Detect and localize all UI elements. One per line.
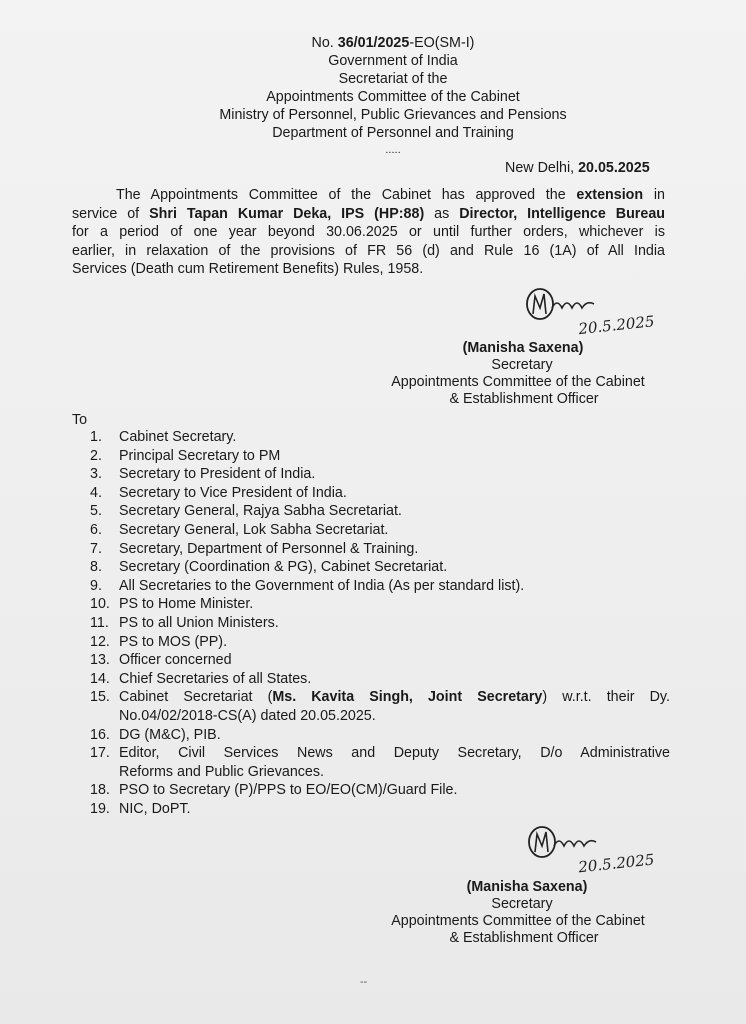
para-line-2: service of Shri Tapan Kumar Deka, IPS (HP:88) as Director, Intelligence Bureau [72,205,666,222]
signatory-block-1 [372,340,664,408]
footer-mark: -- [360,976,368,988]
list-item: 15. Cabinet Secretariat (Ms. Kavita Singh, Joint Secretary) w.r.t. their Dy. No.04/02/2018-CS(A) dated 20.05.2025. [90,689,670,724]
list-item: 13. Officer concerned [90,652,232,669]
para-line-3: for a period of one year beyond 30.06.2025 or until further orders, whichever is [72,224,665,241]
list-item: 4. Secretary to Vice President of India. [90,484,347,501]
list-item-17-line-1: Editor, Civil Services News and Deputy Secretary, D/o Administrative [119,745,670,762]
order-paragraph [72,186,665,279]
list-item: 11. PS to all Union Ministers. [90,614,279,631]
list-item: 8. Secretary (Coordination & PG), Cabinet Secretariat. [90,559,448,576]
signatory-title: Secretary [491,357,553,373]
list-item: 12. PS to MOS (PP). [90,633,228,650]
signatory-block-2 [372,879,664,947]
place-date: New Delhi, 20.05.2025 [505,160,650,176]
list-item: 18. PSO to Secretary (P)/PPS to EO/EO(CM)/Guard File. [90,782,458,799]
department-line: Department of Personnel and Training [272,125,514,141]
list-item: 14. Chief Secretaries of all States. [90,670,312,687]
signature-1-date: 20.5.2025 [577,312,656,338]
ministry-line: Ministry of Personnel, Public Grievances and Pensions [219,107,567,123]
para-line-4: earlier, in relaxation of the provisions of FR 56 (d) and Rule 16 (1A) of All India [72,242,665,259]
signatory-office: Appointments Committee of the Cabinet [391,374,645,390]
list-item-15-line-2: No.04/02/2018-CS(A) dated 20.05.2025. [119,707,376,724]
govt-line: Government of India [328,53,458,69]
list-item: 16. DG (M&C), PIB. [90,726,221,743]
secretariat-line: Secretariat of the [338,71,448,87]
list-item: 9. All Secretaries to the Government of India (As per standard list). [90,577,525,594]
recipients-list [90,428,670,818]
list-item: 3. Secretary to President of India. [90,466,316,483]
list-item: 5. Secretary General, Rajya Sabha Secretariat. [90,503,402,520]
signatory-title-2: Secretary [491,896,553,912]
to-label: To [72,412,88,428]
list-item: 17. Editor, Civil Services News and Deputy Secretary, D/o Administrative Reforms and Public Grievances. [90,745,670,780]
list-item-15-line-1: Cabinet Secretariat (Ms. Kavita Singh, Joint Secretary) w.r.t. their Dy. [119,689,670,706]
file-number: No. 36/01/2025-EO(SM-I) [311,35,475,51]
list-item: 7. Secretary, Department of Personnel & Training. [90,540,419,557]
signature-2 [520,818,700,876]
signatory-name-2: (Manisha Saxena) [466,879,588,895]
signatory-office-2: & Establishment Officer [449,391,599,407]
committee-line: Appointments Committee of the Cabinet [266,89,520,105]
list-item: 10. PS to Home Minister. [90,596,254,613]
signature-2-date: 20.5.2025 [577,850,656,876]
list-item-17-line-2: Reforms and Public Grievances. [119,763,325,780]
list-item: 2. Principal Secretary to PM [90,447,281,464]
signature-1 [518,278,698,338]
para-line-5: Services (Death cum Retirement Benefits) Rules, 1958. [72,261,424,278]
list-item: 1. Cabinet Secretary. [90,429,237,445]
para-line-1: The Appointments Committee of the Cabinet has approved the extension in [116,187,665,203]
signatory-name: (Manisha Saxena) [462,340,584,356]
signatory-office-2b: & Establishment Officer [449,930,599,946]
separator-dots: ..... [385,144,401,156]
list-item: 6. Secretary General, Lok Sabha Secretariat. [90,521,389,538]
list-item: 19. NIC, DoPT. [90,800,191,817]
signatory-office-2a: Appointments Committee of the Cabinet [391,913,645,929]
